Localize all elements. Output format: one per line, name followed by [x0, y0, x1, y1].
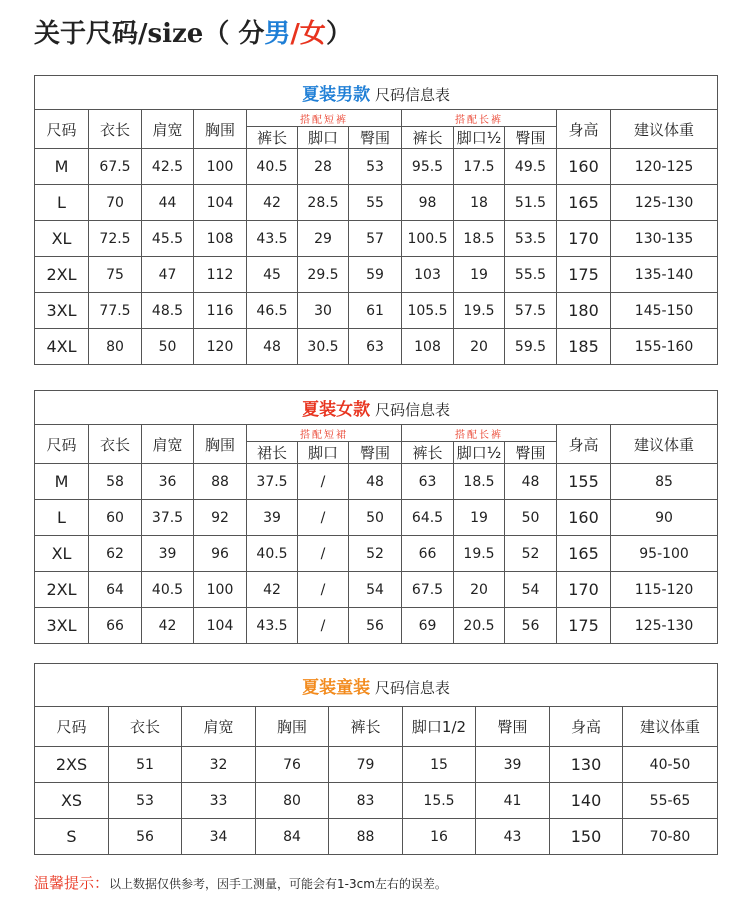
table-cell: 43.5 — [247, 221, 298, 257]
table-cell: 18 — [454, 185, 505, 221]
kids-header-cell: 裤长 — [329, 707, 403, 747]
table-cell: 19 — [454, 500, 505, 536]
men-header-cell: 建议体重 — [611, 110, 718, 149]
table-cell: 155-160 — [611, 329, 718, 365]
men-title-main: 夏装男款 — [302, 85, 371, 105]
table-cell: 66 — [402, 536, 454, 572]
table-cell: 67.5 — [89, 149, 142, 185]
men-header-cell: 臀围 — [505, 127, 557, 149]
table-cell: 19.5 — [454, 293, 505, 329]
women-header-cell: 身高 — [557, 425, 611, 464]
table-row — [35, 783, 718, 819]
table-cell: 55-65 — [623, 783, 718, 819]
table-cell: 104 — [194, 608, 247, 644]
table-cell: 56 — [505, 608, 557, 644]
table-cell: / — [298, 500, 349, 536]
table-cell: 63 — [402, 464, 454, 500]
women-title-main: 夏装女款 — [302, 400, 371, 420]
women-header-cell: 尺码 — [35, 425, 89, 464]
table-cell: / — [298, 608, 349, 644]
men-header-cell: 臀围 — [349, 127, 402, 149]
table-cell: 3XL — [35, 608, 89, 644]
table-cell: 44 — [142, 185, 194, 221]
table-cell: 100 — [194, 572, 247, 608]
women-header-cell: 裙长 — [247, 442, 298, 464]
table-cell: 64 — [89, 572, 142, 608]
header-male: 男 — [264, 19, 291, 49]
kids-header-cell: 脚口1/2 — [403, 707, 476, 747]
table-cell: M — [35, 149, 89, 185]
table-cell: 55 — [349, 185, 402, 221]
table-cell: 20 — [454, 572, 505, 608]
tip-text: 以上数据仅供参考，因手工测量，可能会有1-3cm左右的误差。 — [109, 877, 447, 891]
women-header-cell: 衣长 — [89, 425, 142, 464]
women-header-cell: 脚口 — [298, 442, 349, 464]
table-cell: 170 — [557, 572, 611, 608]
table-cell: 48.5 — [142, 293, 194, 329]
table-cell: 30 — [298, 293, 349, 329]
kids-header-cell: 建议体重 — [623, 707, 718, 747]
table-cell: 45.5 — [142, 221, 194, 257]
table-cell: 165 — [557, 185, 611, 221]
table-cell: 79 — [329, 747, 403, 783]
table-cell: 70 — [89, 185, 142, 221]
header-text: 关于尺码 — [34, 19, 139, 49]
table-cell: 54 — [349, 572, 402, 608]
table-cell: 40.5 — [142, 572, 194, 608]
women-size-table — [34, 390, 718, 644]
table-cell: 120 — [194, 329, 247, 365]
kids-table-title — [35, 664, 718, 707]
table-cell: XS — [35, 783, 109, 819]
table-cell: 175 — [557, 257, 611, 293]
table-cell: 70-80 — [623, 819, 718, 855]
men-header-cell: 胸围 — [194, 110, 247, 149]
table-cell: 41 — [476, 783, 550, 819]
table-row — [35, 500, 718, 536]
table-cell: 2XL — [35, 572, 89, 608]
table-cell: 28.5 — [298, 185, 349, 221]
table-cell: 42 — [247, 572, 298, 608]
table-cell: 42 — [142, 608, 194, 644]
table-cell: 66 — [89, 608, 142, 644]
men-group-shorts: 搭配短裤 — [247, 110, 402, 127]
table-cell: 72.5 — [89, 221, 142, 257]
table-cell: 29.5 — [298, 257, 349, 293]
table-cell: 53 — [349, 149, 402, 185]
women-group-pants: 搭配长裤 — [402, 425, 557, 442]
women-header-cell: 臀围 — [505, 442, 557, 464]
men-header-cell: 脚口 — [298, 127, 349, 149]
table-cell: 51 — [109, 747, 182, 783]
table-cell: 92 — [194, 500, 247, 536]
kids-header-cell: 尺码 — [35, 707, 109, 747]
table-cell: 20.5 — [454, 608, 505, 644]
table-cell: 2XL — [35, 257, 89, 293]
table-cell: 48 — [505, 464, 557, 500]
table-cell: 19 — [454, 257, 505, 293]
table-row — [35, 819, 718, 855]
table-cell: 130-135 — [611, 221, 718, 257]
table-cell: 60 — [89, 500, 142, 536]
table-row — [35, 149, 718, 185]
table-cell: 49.5 — [505, 149, 557, 185]
women-table-body — [35, 464, 718, 644]
table-cell: 98 — [402, 185, 454, 221]
table-cell: 105.5 — [402, 293, 454, 329]
table-cell: 108 — [402, 329, 454, 365]
table-row — [35, 572, 718, 608]
table-cell: 17.5 — [454, 149, 505, 185]
table-cell: 28 — [298, 149, 349, 185]
men-group-pants: 搭配长裤 — [402, 110, 557, 127]
table-cell: XL — [35, 221, 89, 257]
table-cell: 46.5 — [247, 293, 298, 329]
women-group-skirt: 搭配短裙 — [247, 425, 402, 442]
table-cell: 77.5 — [89, 293, 142, 329]
kids-size-table — [34, 663, 718, 855]
kids-header-cell: 肩宽 — [182, 707, 256, 747]
table-cell: / — [298, 536, 349, 572]
header-size: size — [147, 19, 204, 49]
table-cell: 47 — [142, 257, 194, 293]
table-cell: 53 — [109, 783, 182, 819]
table-cell: 165 — [557, 536, 611, 572]
men-header-cell: 裤长 — [402, 127, 454, 149]
men-header-cell: 衣长 — [89, 110, 142, 149]
kids-title-sub: 尺码信息表 — [374, 678, 450, 697]
table-cell: 29 — [298, 221, 349, 257]
table-cell: 45 — [247, 257, 298, 293]
table-cell: M — [35, 464, 89, 500]
table-cell: 135-140 — [611, 257, 718, 293]
table-cell: 52 — [349, 536, 402, 572]
table-cell: 2XS — [35, 747, 109, 783]
table-cell: 40-50 — [623, 747, 718, 783]
header-paren: （ 分 — [203, 19, 265, 49]
table-cell: 55.5 — [505, 257, 557, 293]
table-cell: 76 — [256, 747, 329, 783]
men-header-cell: 脚口½ — [454, 127, 505, 149]
table-cell: 80 — [89, 329, 142, 365]
table-cell: 33 — [182, 783, 256, 819]
table-cell: 15 — [403, 747, 476, 783]
men-header-cell: 尺码 — [35, 110, 89, 149]
table-cell: 51.5 — [505, 185, 557, 221]
table-cell: 160 — [557, 500, 611, 536]
table-cell: 18.5 — [454, 221, 505, 257]
table-cell: 115-120 — [611, 572, 718, 608]
table-cell: 42 — [247, 185, 298, 221]
table-row — [35, 747, 718, 783]
table-cell: 104 — [194, 185, 247, 221]
table-row — [35, 221, 718, 257]
table-cell: 43 — [476, 819, 550, 855]
table-cell: 108 — [194, 221, 247, 257]
table-cell: 63 — [349, 329, 402, 365]
table-cell: 88 — [329, 819, 403, 855]
table-cell: 30.5 — [298, 329, 349, 365]
table-cell: 58 — [89, 464, 142, 500]
table-cell: 43.5 — [247, 608, 298, 644]
men-table-title — [35, 76, 718, 110]
table-cell: 96 — [194, 536, 247, 572]
men-size-table — [34, 75, 718, 365]
table-cell: 64.5 — [402, 500, 454, 536]
table-cell: 57 — [349, 221, 402, 257]
table-cell: 95.5 — [402, 149, 454, 185]
women-title-sub: 尺码信息表 — [374, 401, 450, 419]
table-cell: 40.5 — [247, 536, 298, 572]
table-cell: 140 — [550, 783, 623, 819]
table-row — [35, 257, 718, 293]
table-cell: L — [35, 500, 89, 536]
men-header-cell: 肩宽 — [142, 110, 194, 149]
table-cell: 80 — [256, 783, 329, 819]
women-header-cell: 胸围 — [194, 425, 247, 464]
table-cell: 16 — [403, 819, 476, 855]
table-cell: 39 — [142, 536, 194, 572]
table-cell: 39 — [247, 500, 298, 536]
table-cell: 57.5 — [505, 293, 557, 329]
table-cell: 150 — [550, 819, 623, 855]
table-cell: 34 — [182, 819, 256, 855]
table-cell: / — [298, 464, 349, 500]
table-cell: 155 — [557, 464, 611, 500]
table-cell: 54 — [505, 572, 557, 608]
table-cell: 125-130 — [611, 608, 718, 644]
table-row — [35, 185, 718, 221]
kids-header-cell: 衣长 — [109, 707, 182, 747]
men-header-cell: 身高 — [557, 110, 611, 149]
table-row — [35, 464, 718, 500]
kids-title-main: 夏装童装 — [302, 677, 371, 698]
table-cell: 90 — [611, 500, 718, 536]
table-cell: 59 — [349, 257, 402, 293]
kids-header-cell: 身高 — [550, 707, 623, 747]
table-cell: 42.5 — [142, 149, 194, 185]
table-cell: 85 — [611, 464, 718, 500]
men-table-body — [35, 149, 718, 365]
table-cell: 48 — [247, 329, 298, 365]
table-cell: 69 — [402, 608, 454, 644]
table-cell: / — [298, 572, 349, 608]
table-cell: 18.5 — [454, 464, 505, 500]
table-cell: 37.5 — [142, 500, 194, 536]
table-cell: 3XL — [35, 293, 89, 329]
women-header-cell: 裤长 — [402, 442, 454, 464]
kids-header-cell: 胸围 — [256, 707, 329, 747]
table-cell: 100 — [194, 149, 247, 185]
table-cell: 32 — [182, 747, 256, 783]
table-cell: 112 — [194, 257, 247, 293]
table-cell: 36 — [142, 464, 194, 500]
table-cell: 67.5 — [402, 572, 454, 608]
table-cell: S — [35, 819, 109, 855]
tip-label: 温馨提示： — [34, 874, 110, 892]
table-cell: 116 — [194, 293, 247, 329]
header-paren-close: ） — [325, 19, 352, 49]
table-cell: 52 — [505, 536, 557, 572]
table-cell: 175 — [557, 608, 611, 644]
table-cell: 50 — [349, 500, 402, 536]
table-cell: 59.5 — [505, 329, 557, 365]
table-row — [35, 329, 718, 365]
table-cell: 15.5 — [403, 783, 476, 819]
table-cell: 170 — [557, 221, 611, 257]
table-cell: 56 — [349, 608, 402, 644]
table-cell: 120-125 — [611, 149, 718, 185]
table-cell: 125-130 — [611, 185, 718, 221]
warm-tip — [34, 872, 447, 893]
table-cell: 83 — [329, 783, 403, 819]
table-cell: 100.5 — [402, 221, 454, 257]
women-header-cell: 臀围 — [349, 442, 402, 464]
table-row — [35, 293, 718, 329]
women-table-title — [35, 391, 718, 425]
table-cell: 61 — [349, 293, 402, 329]
header-slash: / — [138, 19, 148, 49]
table-row — [35, 536, 718, 572]
table-cell: 103 — [402, 257, 454, 293]
women-header-cell: 脚口½ — [454, 442, 505, 464]
table-cell: 53.5 — [505, 221, 557, 257]
table-cell: 88 — [194, 464, 247, 500]
table-cell: 160 — [557, 149, 611, 185]
women-header-cell: 肩宽 — [142, 425, 194, 464]
header-female: 女 — [299, 19, 326, 49]
table-row — [35, 608, 718, 644]
kids-table-body — [35, 747, 718, 855]
table-cell: 185 — [557, 329, 611, 365]
table-cell: 37.5 — [247, 464, 298, 500]
table-cell: 40.5 — [247, 149, 298, 185]
table-cell: 95-100 — [611, 536, 718, 572]
table-cell: 50 — [142, 329, 194, 365]
table-cell: 39 — [476, 747, 550, 783]
header-slash2: / — [290, 19, 300, 49]
table-cell: 145-150 — [611, 293, 718, 329]
table-cell: 19.5 — [454, 536, 505, 572]
table-cell: 20 — [454, 329, 505, 365]
table-cell: 180 — [557, 293, 611, 329]
table-cell: 84 — [256, 819, 329, 855]
table-cell: 75 — [89, 257, 142, 293]
table-cell: 56 — [109, 819, 182, 855]
women-header-cell: 建议体重 — [611, 425, 718, 464]
men-title-sub: 尺码信息表 — [374, 86, 450, 104]
kids-header-cell: 臀围 — [476, 707, 550, 747]
table-cell: XL — [35, 536, 89, 572]
men-header-cell: 裤长 — [247, 127, 298, 149]
table-cell: 130 — [550, 747, 623, 783]
table-cell: 48 — [349, 464, 402, 500]
table-cell: L — [35, 185, 89, 221]
table-cell: 62 — [89, 536, 142, 572]
table-cell: 50 — [505, 500, 557, 536]
page-header — [34, 14, 352, 54]
table-cell: 4XL — [35, 329, 89, 365]
